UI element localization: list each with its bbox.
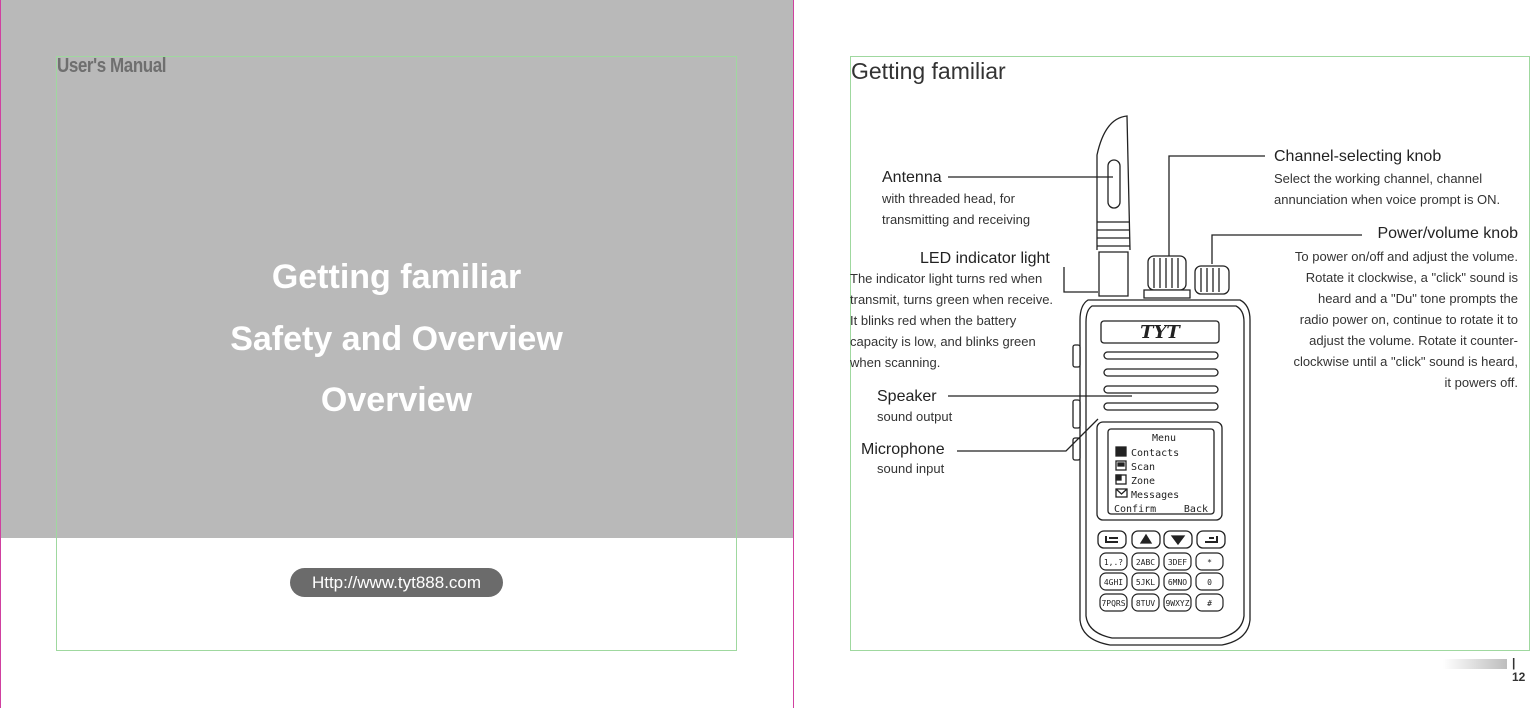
website-url: Http://www.tyt888.com <box>290 568 503 597</box>
screen-softkey-confirm: Confirm <box>1114 504 1157 515</box>
channel-knob-desc <box>1274 168 1500 210</box>
screen-softkey-back: Back <box>1183 504 1208 515</box>
microphone-desc: sound input <box>877 461 945 476</box>
toc-item-safety-overview: Safety and Overview <box>230 320 563 358</box>
led-desc-line: It blinks red when the battery <box>850 313 1017 328</box>
keypad-key-label: 8TUV <box>1135 599 1156 608</box>
radio-brand: TYT <box>1140 322 1180 343</box>
antenna-desc <box>882 188 1030 230</box>
toc-item-overview: Overview <box>320 381 473 419</box>
keypad-key-label: 7PQRS <box>1101 599 1126 608</box>
led-desc-line: The indicator light turns red when <box>850 271 1043 286</box>
keypad-key-label: 4GHI <box>1103 578 1124 587</box>
keypad-key-label: 1,.? <box>1103 558 1124 567</box>
keypad-key-label: 9WXYZ <box>1165 599 1190 608</box>
power-knob-desc <box>1293 246 1518 393</box>
keypad-key-label: 0 <box>1207 578 1212 587</box>
manual-header: User's Manual <box>57 55 167 77</box>
speaker-label: Speaker <box>877 388 937 405</box>
power-knob-desc-line: To power on/off and adjust the volume. <box>1294 249 1518 264</box>
page-number-bar <box>1443 659 1507 669</box>
keypad-key-label: 5JKL <box>1135 578 1156 587</box>
led-desc-line: transmit, turns green when receive. <box>850 292 1054 307</box>
antenna-desc-line: with threaded head, for <box>882 191 1015 206</box>
led-label: LED indicator light <box>920 250 1050 267</box>
power-knob-desc-line: clockwise until a "click" sound is heard, <box>1293 354 1518 369</box>
screen-title: Menu <box>1151 433 1177 444</box>
led-desc-line: capacity is low, and blinks green <box>850 334 1036 349</box>
power-knob-desc-line: radio power on, continue to rotate it to <box>1299 312 1518 327</box>
power-knob-desc-line: adjust the volume. Rotate it counter- <box>1309 333 1518 348</box>
keypad-key-label: 6MNO <box>1167 578 1188 587</box>
power-knob-desc-line: heard and a "Du" tone prompts the <box>1317 291 1518 306</box>
speaker-desc: sound output <box>877 409 953 424</box>
screen-item-messages: Messages <box>1131 490 1180 501</box>
section-title: Getting familiar <box>851 58 1006 84</box>
screen-item-zone: Zone <box>1131 476 1156 487</box>
led-desc-line: when scanning. <box>850 355 941 370</box>
led-desc <box>850 268 1053 373</box>
page-number: | 12 <box>1512 656 1526 684</box>
channel-knob-desc-line: annunciation when voice prompt is ON. <box>1274 192 1501 207</box>
keypad-key-label: 3DEF <box>1167 558 1188 567</box>
keypad-key-label: * <box>1207 558 1212 567</box>
power-knob-desc-line: Rotate it clockwise, a "click" sound is <box>1305 270 1518 285</box>
microphone-label: Microphone <box>861 441 945 458</box>
keypad-key-label: 2ABC <box>1135 558 1156 567</box>
channel-knob-desc-line: Select the working channel, channel <box>1274 171 1483 186</box>
keypad-key-label: # <box>1207 599 1212 608</box>
power-knob-desc-line: it powers off. <box>1444 375 1518 390</box>
antenna-desc-line: transmitting and receiving <box>882 212 1031 227</box>
power-knob-label: Power/volume knob <box>1377 225 1518 242</box>
screen-item-contacts: Contacts <box>1131 448 1180 459</box>
toc-item-getting-familiar: Getting familiar <box>271 258 522 296</box>
screen-item-scan: Scan <box>1131 462 1156 473</box>
page-number-value: 12 <box>1512 670 1526 684</box>
antenna-label: Antenna <box>882 169 942 186</box>
channel-knob-label: Channel-selecting knob <box>1274 148 1442 165</box>
